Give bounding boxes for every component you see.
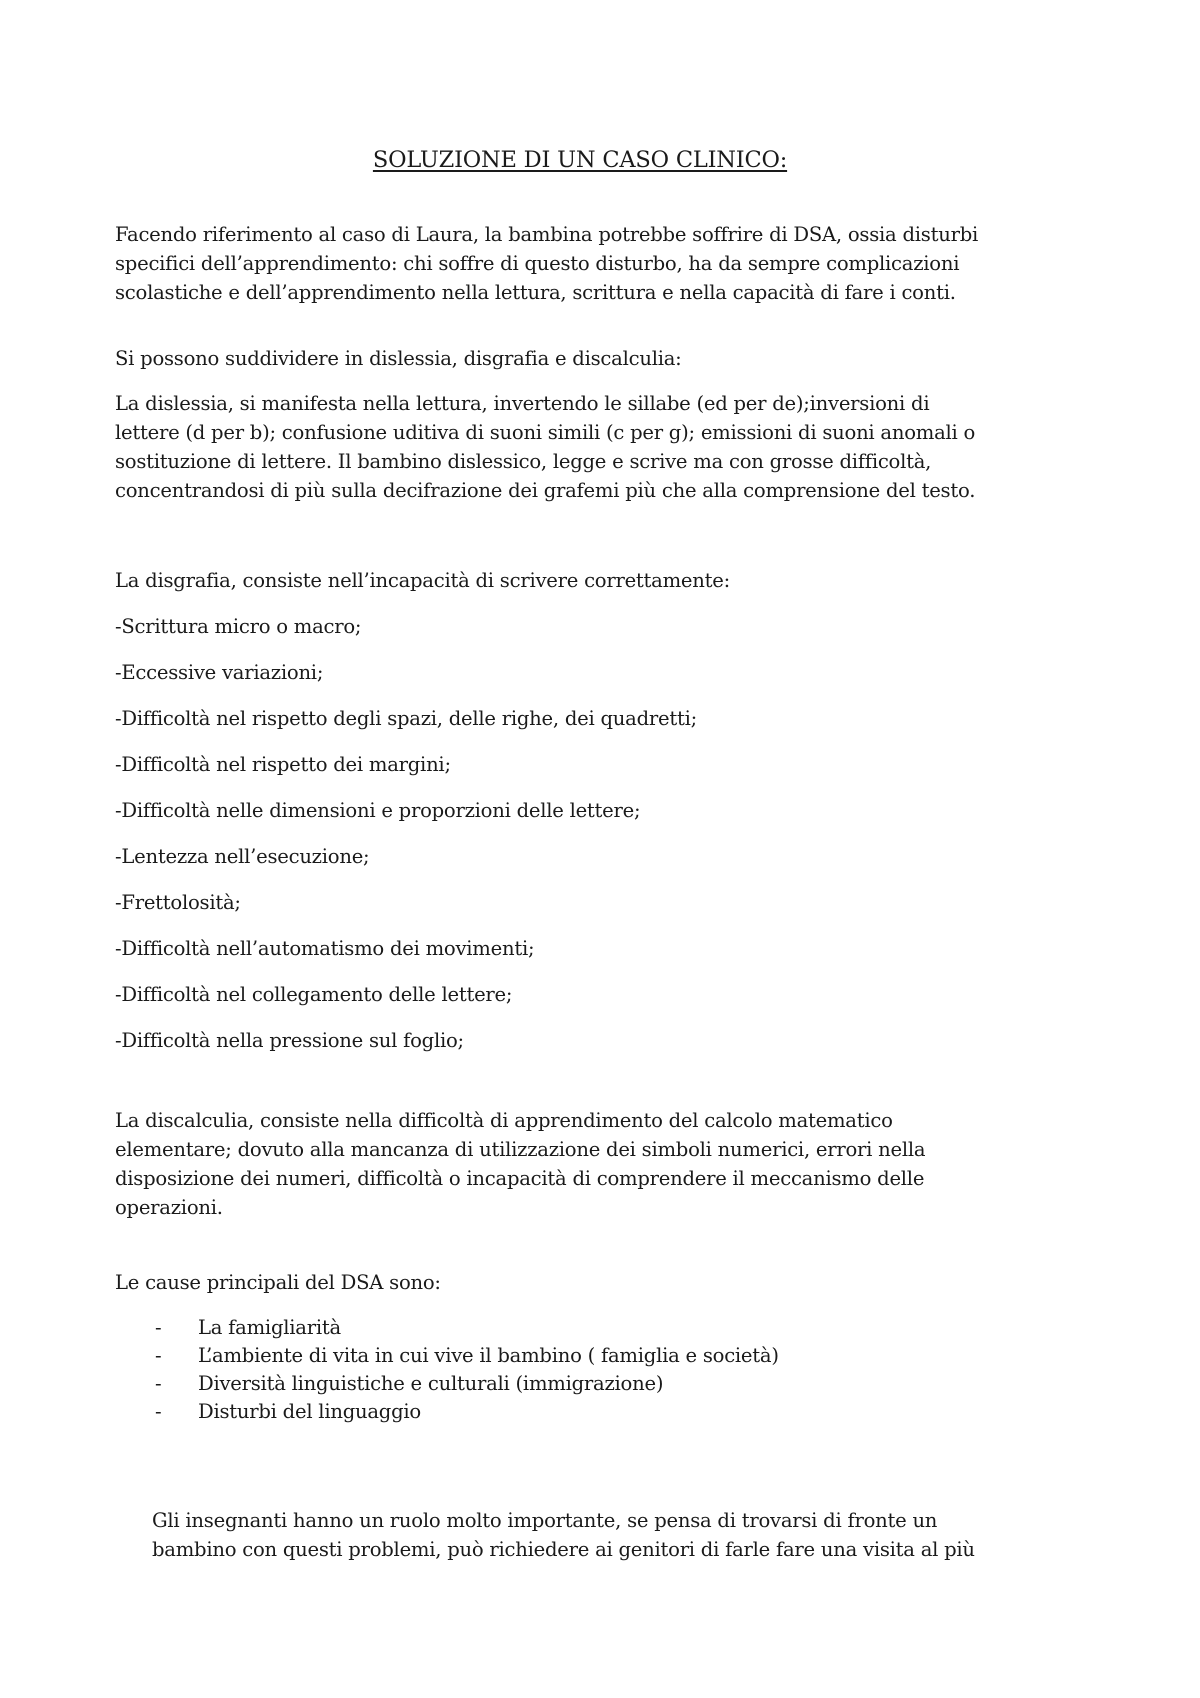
list-item xyxy=(115,1398,779,1426)
document-title: SOLUZIONE DI UN CASO CLINICO: xyxy=(372,147,788,173)
list-item xyxy=(115,1314,779,1342)
text-line: scolastiche e dell’apprendimento nella lettura, scrittura e nella capacità di fare i conti. xyxy=(115,281,956,304)
text-line: disposizione dei numeri, difficoltà o incapacità di comprendere il meccanismo delle xyxy=(115,1167,925,1190)
intro-paragraph xyxy=(115,220,1115,307)
dysgraphia-item xyxy=(115,612,1115,641)
dysgraphia-item xyxy=(115,704,1115,733)
dyslexia-paragraph xyxy=(115,389,1115,505)
list-item-text: La famigliarità xyxy=(198,1316,341,1339)
text-line: -Lentezza nell’esecuzione; xyxy=(115,845,370,868)
text-line: specifici dell’apprendimento: chi soffre di questo disturbo, ha da sempre complicazioni xyxy=(115,252,960,275)
list-item-text: Diversità linguistiche e culturali (immigrazione) xyxy=(198,1372,664,1395)
text-line: -Eccessive variazioni; xyxy=(115,661,324,684)
text-line: -Difficoltà nel rispetto dei margini; xyxy=(115,753,451,776)
dysgraphia-item xyxy=(115,888,1115,917)
subdivision-paragraph xyxy=(115,344,1115,373)
bullet-dash: - xyxy=(155,1372,162,1395)
dysgraphia-item xyxy=(115,980,1115,1009)
dysgraphia-item xyxy=(115,750,1115,779)
text-line: -Difficoltà nell’automatismo dei movimenti; xyxy=(115,937,535,960)
causes-intro xyxy=(115,1268,1115,1297)
text-line: Facendo riferimento al caso di Laura, la bambina potrebbe soffrire di DSA, ossia disturbi xyxy=(115,223,978,246)
dyscalculia-paragraph xyxy=(115,1106,1115,1222)
text-line: sostituzione di lettere. Il bambino dislessico, legge e scrive ma con grosse difficoltà, xyxy=(115,450,932,473)
bullet-dash: - xyxy=(155,1316,162,1339)
text-line: elementare; dovuto alla mancanza di utilizzazione dei simboli numerici, errori nella xyxy=(115,1138,926,1161)
dysgraphia-item xyxy=(115,842,1115,871)
list-item xyxy=(115,1370,779,1398)
dysgraphia-intro xyxy=(115,566,1115,595)
list-item-text: L’ambiente di vita in cui vive il bambino ( famiglia e società) xyxy=(198,1344,779,1367)
text-line: La disgrafia, consiste nell’incapacità di scrivere correttamente: xyxy=(115,569,730,592)
bullet-dash: - xyxy=(155,1400,162,1423)
text-line: -Difficoltà nella pressione sul foglio; xyxy=(115,1029,464,1052)
text-line: Si possono suddividere in dislessia, disgrafia e discalculia: xyxy=(115,347,682,370)
teachers-paragraph xyxy=(152,1506,1152,1564)
dysgraphia-item xyxy=(115,934,1115,963)
bullet-dash: - xyxy=(155,1344,162,1367)
text-line: operazioni. xyxy=(115,1196,223,1219)
text-line: Le cause principali del DSA sono: xyxy=(115,1271,441,1294)
text-line: -Difficoltà nel rispetto degli spazi, delle righe, dei quadretti; xyxy=(115,707,697,730)
dysgraphia-item xyxy=(115,658,1115,687)
text-line: La discalculia, consiste nella difficoltà di apprendimento del calcolo matematico xyxy=(115,1109,893,1132)
text-line: lettere (d per b); confusione uditiva di suoni simili (c per g); emissioni di suoni anomali o xyxy=(115,421,976,444)
text-line: Gli insegnanti hanno un ruolo molto importante, se pensa di trovarsi di fronte un xyxy=(152,1509,938,1532)
text-line: -Difficoltà nelle dimensioni e proporzioni delle lettere; xyxy=(115,799,641,822)
list-item xyxy=(115,1342,779,1370)
causes-list xyxy=(115,1314,779,1426)
dysgraphia-item xyxy=(115,1026,1115,1055)
list-item-text: Disturbi del linguaggio xyxy=(198,1400,421,1423)
text-line: La dislessia, si manifesta nella lettura, invertendo le sillabe (ed per de);inversioni di xyxy=(115,392,930,415)
text-line: -Difficoltà nel collegamento delle lettere; xyxy=(115,983,513,1006)
text-line: -Scrittura micro o macro; xyxy=(115,615,362,638)
text-line: -Frettolosità; xyxy=(115,891,241,914)
text-line: bambino con questi problemi, può richiedere ai genitori di farle fare una visita al più xyxy=(152,1538,975,1561)
dysgraphia-item xyxy=(115,796,1115,825)
text-line: concentrandosi di più sulla decifrazione dei grafemi più che alla comprensione del testo. xyxy=(115,479,976,502)
